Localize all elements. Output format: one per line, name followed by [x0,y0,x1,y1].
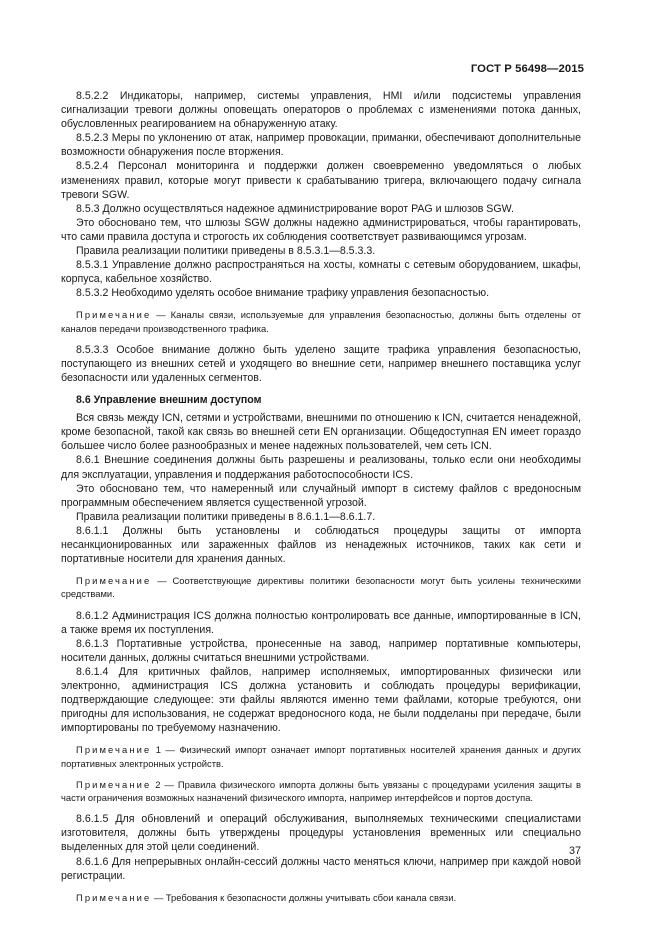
paragraph: 8.5.3.1 Управление должно распространяться на хосты, комнаты с сетевым оборудованием, шкафы, корпуса, кабельное хозяйство. [61,259,581,286]
paragraph: 8.5.3.2 Необходимо уделять особое внимание трафику управления безопасностью. [76,287,490,300]
paragraph: 8.5.2.4 Персонал мониторинга и поддержки должен своевременно уведомляться о любых изменениях правил, которые могут привести к срабатыванию тригера, включающего подачу сигнала тревоги SGW. [61,160,581,201]
note-text: — Соответствующие директивы политики безопасности могут быть усилены техническими средствами. [61,575,581,600]
note-label: Примечание [76,309,152,321]
paragraph: 8.6.1 Внешние соединения должны быть разрешены и реализованы, только если они необходимы для эксплуатации, управления и поддержания работоспособности ICS. [61,454,581,481]
note [61,778,581,804]
paragraph: 8.6.1.2 Администрация ICS должна полностью контролировать все данные, импортированные в ICN, а также время их поступления. [61,609,581,636]
paragraph: 8.6.1.5 Для обновлений и операций обслуживания, выполняемых техническими специалистами изготовителя, должны быть утверждены процедуры установления временных или специально выделенных для этой цели соединений. [61,813,581,854]
note-label: Примечание [76,744,152,756]
paragraph: Правила реализации политики приведены в 8.6.1.1—8.6.1.7. [76,510,376,523]
paragraph: Это обосновано тем, что намеренный или случайный импорт в систему файлов с вредоносным программным обеспечением является существенной угрозой. [61,482,581,509]
paragraph: 8.5.3 Должно осуществляться надежное администрирование ворот PAG и шлюзов SGW. [76,202,514,215]
note-label: Примечание [76,575,152,587]
paragraph: 8.5.2.3 Меры по уклонению от атак, например провокации, приманки, обеспечивают дополнительные возможности обнаружения после вторжения. [61,132,581,159]
note-text: 2 — Правила физического импорта должны быть увязаны с процедурами усиления защиты в части ограничения возможных назначений физического импорта, например интерфейсов и портов доступа. [61,778,581,804]
paragraph: Это обосновано тем, что шлюзы SGW должны надежно администрироваться, чтобы гарантировать, что сами правила доступа и строгость их соблюдения соответствует развивающимся угрозам. [61,216,581,243]
note [61,743,581,769]
paragraph: 8.5.2.2 Индикаторы, например, системы управления, HMI и/или подсистемы управления сигнализации тревоги должны оповещать операторов о проблемах с изменениями потока данных, обусловленных реагированием на обнаруженную атаку. [61,90,581,131]
paragraph: 8.6.1.3 Портативные устройства, пронесенные на завод, например портативные компьютеры, носители данных, должны считаться внешними устройствами. [61,637,581,664]
standard-designation: ГОСТ Р 56498—2015 [470,63,584,75]
note [61,574,581,600]
note [61,308,581,334]
note [61,891,581,904]
note-label: Примечание [76,778,152,790]
note-text: 1 — Физический импорт означает импорт портативных носителей хранения данных и других портативных электронных устройств. [61,744,581,769]
paragraph: 8.6.1.4 Для критичных файлов, например исполняемых, импортированных физически или электронно, администрация ICS должна установить и соблюдать процедуры верификации, подтверждающие следующее: эти файлы являются именно теми файлами, которые требуются, они пригодны для использования, не содержат вредоносного кода, не были подделаны при передаче, были импортированы по требуемому назначению. [61,666,581,735]
paragraph: 8.5.3.3 Особое внимание должно быть уделено защите трафика управления безопасностью, поступающего из внешних сетей и уходящего во внешние сети, например внешнего поставщика услуг безопасности или удаленных сегментов. [61,343,581,384]
note-label: Примечание [76,891,152,903]
paragraph: Вся связь между ICN, сетями и устройствами, внешними по отношению к ICN, считается ненадежной, кроме безопасной, такой как связь во внешней сети EN организации. Общедоступная EN имеет гораздо большее число более разнообразных и менее надежных пользователей, чем сеть ICN. [61,412,581,453]
page-number: 37 [568,845,581,857]
page-body [61,89,581,912]
paragraph: 8.6.1.6 Для непрерывных онлайн-сессий должны часто меняться ключи, например при каждой новой регистрации. [61,855,581,882]
note-text: — Требования к безопасности должны учитывать сбои канала связи. [151,891,457,903]
note-text: — Каналы связи, используемые для управления безопасностью, должны быть отделены от каналов передачи производственного трафика. [61,309,581,334]
section-heading: 8.6 Управление внешним доступом [76,394,262,407]
paragraph: Правила реализации политики приведены в 8.5.3.1—8.5.3.3. [76,245,376,258]
paragraph: 8.6.1.1 Должны быть установлены и соблюдаться процедуры защиты от импорта несанкционированных или зараженных файлов из ненадежных источников, таких как сети и портативные носители для хранения данных. [61,524,581,566]
